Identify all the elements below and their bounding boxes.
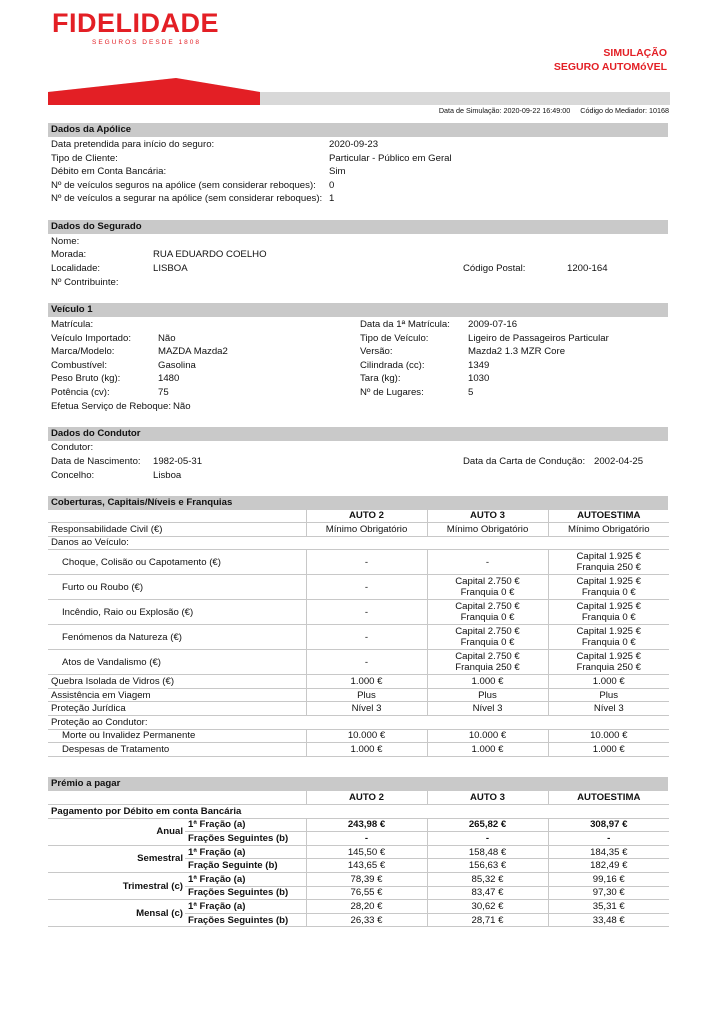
veiculo-label: Cilindrada (cc):	[360, 359, 425, 371]
coverage-row	[48, 550, 669, 575]
premium-period: Anual	[48, 818, 185, 845]
company-logo: FIDELIDADE	[52, 8, 219, 38]
veiculo-label: Versão:	[360, 346, 393, 358]
coverage-value: Plus	[306, 688, 427, 702]
condutor-label: Condutor:	[51, 442, 94, 453]
coverage-label: Fenómenos da Natureza (€)	[48, 625, 306, 650]
coverage-row	[48, 716, 669, 730]
coverage-value: 1.000 €	[548, 743, 669, 757]
premium-fraction-label: Frações Seguintes (b)	[185, 913, 306, 927]
coverage-label: Danos ao Veículo:	[48, 536, 306, 550]
coverage-header-row	[48, 509, 669, 523]
premium-value: 243,98 €	[306, 818, 427, 832]
apolice-label: Nº de veículos a segurar na apólice (sem considerar reboques):	[51, 193, 323, 205]
veiculo-value: 1030	[468, 373, 490, 385]
premium-value: 85,32 €	[427, 873, 548, 887]
coverage-value: Nível 3	[306, 702, 427, 716]
veiculo-label: Matrícula:	[51, 319, 94, 330]
codigo-postal-value: 1200-164	[567, 263, 608, 274]
apolice-label: Débito em Conta Bancária:	[51, 166, 167, 178]
coverage-value: Capital 2.750 € Franquia 0 €	[427, 625, 548, 650]
coverage-row	[48, 702, 669, 716]
contribuinte-label: Nº Contribuinte:	[51, 277, 119, 288]
section-coberturas-title: Coberturas, Capitais/Níveis e Franquias	[48, 496, 668, 510]
veiculo-value: Gasolina	[158, 359, 196, 371]
localidade-label: Localidade:	[51, 263, 101, 274]
carta-label: Data da Carta de Condução:	[463, 456, 586, 467]
veiculo-value: Ligeiro de Passageiros Particular	[468, 332, 609, 344]
coverage-row	[48, 575, 669, 600]
prem-col-auto3: AUTO 3	[427, 791, 548, 805]
coverage-value: -	[306, 650, 427, 675]
coverage-label: Proteção ao Condutor:	[48, 716, 306, 730]
premium-row	[48, 873, 669, 887]
premium-fraction-label: 1ª Fração (a)	[185, 873, 306, 887]
coverage-value: Nível 3	[548, 702, 669, 716]
veiculo-label: Peso Bruto (kg):	[51, 373, 121, 385]
morada-label: Morada:	[51, 249, 87, 260]
premium-value: 97,30 €	[548, 886, 669, 900]
coverage-label: Proteção Jurídica	[48, 702, 306, 716]
coverage-value: 1.000 €	[427, 675, 548, 689]
premium-subtitle-row	[48, 805, 669, 819]
coverage-value: -	[427, 550, 548, 575]
veiculo-label: Tara (kg):	[360, 373, 401, 385]
coverage-label: Quebra Isolada de Vidros (€)	[48, 675, 306, 689]
veiculo-label: Marca/Modelo:	[51, 346, 115, 358]
col-auto2: AUTO 2	[306, 509, 427, 523]
title-line-2: SEGURO AUTOMóVEL	[553, 61, 667, 73]
header-banner	[48, 78, 670, 105]
col-auto3: AUTO 3	[427, 509, 548, 523]
prem-col-autoestima: AUTOESTIMA	[548, 791, 669, 805]
premium-value: -	[548, 832, 669, 846]
nascimento-value: 1982-05-31	[153, 456, 203, 467]
document-title	[554, 46, 667, 74]
coverage-row	[48, 625, 669, 650]
concelho-value: Lisboa	[153, 470, 182, 481]
premium-period: Trimestral (c)	[48, 873, 185, 900]
coverage-row	[48, 523, 669, 537]
premium-value: 99,16 €	[548, 873, 669, 887]
veiculo-value: 5	[468, 387, 474, 398]
premium-value: 145,50 €	[306, 845, 427, 859]
coverage-value: 10.000 €	[427, 729, 548, 743]
veiculo-label: Tipo de Veículo:	[360, 332, 429, 344]
coverage-value: Capital 1.925 € Franquia 0 €	[548, 625, 669, 650]
veiculo-label: Nº de Lugares:	[360, 387, 424, 398]
apolice-value: 2020-09-23	[329, 139, 379, 150]
premium-value: -	[306, 832, 427, 846]
coverage-row	[48, 650, 669, 675]
coverage-label: Atos de Vandalismo (€)	[48, 650, 306, 675]
title-line-1: SIMULAÇÃO	[603, 47, 667, 59]
payment-method: Pagamento por Débito em conta Bancária	[48, 805, 669, 819]
coverage-label: Assistência em Viagem	[48, 688, 306, 702]
premium-row	[48, 845, 669, 859]
codigo-postal-label: Código Postal:	[463, 263, 526, 274]
coverage-row	[48, 536, 669, 550]
premium-fraction-label: Fração Seguinte (b)	[185, 859, 306, 873]
section-condutor-title: Dados do Condutor	[48, 427, 668, 441]
premium-value: 156,63 €	[427, 859, 548, 873]
coverage-value: 1.000 €	[427, 743, 548, 757]
concelho-label: Concelho:	[51, 470, 95, 481]
premium-value: 78,39 €	[306, 873, 427, 887]
coverage-value: 1.000 €	[306, 675, 427, 689]
premium-value: 158,48 €	[427, 845, 548, 859]
coverage-value: Nível 3	[427, 702, 548, 716]
veiculo-value: MAZDA Mazda2	[158, 346, 228, 358]
apolice-label: Tipo de Cliente:	[51, 152, 118, 164]
premium-value: 76,55 €	[306, 886, 427, 900]
apolice-value: Particular - Público em Geral	[329, 152, 452, 164]
premium-value: 28,71 €	[427, 913, 548, 927]
premium-value: 182,49 €	[548, 859, 669, 873]
coverage-value: 1.000 €	[548, 675, 669, 689]
premium-fraction-label: Frações Seguintes (b)	[185, 832, 306, 846]
morada-value: RUA EDUARDO COELHO	[153, 249, 267, 260]
coverage-row	[48, 743, 669, 757]
coverage-label: Incêndio, Raio ou Explosão (€)	[48, 600, 306, 625]
premium-value: -	[427, 832, 548, 846]
section-premio-title: Prémio a pagar	[48, 777, 668, 791]
coverage-empty	[306, 536, 669, 550]
simulation-meta: Data de Simulação: 2020-09-22 16:49:00 Código do Mediador: 10168	[438, 106, 669, 115]
veiculo-value: Não	[158, 332, 176, 344]
col-autoestima: AUTOESTIMA	[548, 509, 669, 523]
coverage-value: 1.000 €	[306, 743, 427, 757]
veiculo-label: Data da 1ª Matrícula:	[360, 319, 450, 330]
veiculo-value: 1480	[158, 373, 180, 385]
premium-value: 308,97 €	[548, 818, 669, 832]
coverage-value: Capital 1.925 € Franquia 250 €	[548, 550, 669, 575]
premium-value: 143,65 €	[306, 859, 427, 873]
coverage-value: 10.000 €	[306, 729, 427, 743]
premium-fraction-label: Frações Seguintes (b)	[185, 886, 306, 900]
coverage-value: Capital 1.925 € Franquia 250 €	[548, 650, 669, 675]
company-tagline: SEGUROS DESDE 1808	[92, 39, 201, 46]
coverage-value: Capital 2.750 € Franquia 0 €	[427, 575, 548, 600]
premium-header-empty	[48, 791, 306, 805]
veiculo-label: Potência (cv):	[51, 387, 110, 398]
apolice-value: 1	[329, 193, 335, 205]
coverage-value: Capital 1.925 € Franquia 0 €	[548, 575, 669, 600]
premium-header-row	[48, 791, 669, 805]
nascimento-label: Data de Nascimento:	[51, 456, 141, 467]
coverage-value: Mínimo Obrigatório	[427, 523, 548, 537]
premium-fraction-label: 1ª Fração (a)	[185, 900, 306, 914]
veiculo-value: 1349	[468, 359, 490, 371]
localidade-value: LISBOA	[153, 263, 188, 274]
premium-table	[48, 791, 669, 927]
premium-value: 26,33 €	[306, 913, 427, 927]
premium-period: Mensal (c)	[48, 900, 185, 927]
coverage-value: Mínimo Obrigatório	[306, 523, 427, 537]
carta-value: 2002-04-25	[594, 456, 644, 467]
coverage-value: -	[306, 550, 427, 575]
premium-row	[48, 818, 669, 832]
coverage-value: -	[306, 575, 427, 600]
coverage-label: Despesas de Tratamento	[48, 743, 306, 757]
coverage-value: Mínimo Obrigatório	[548, 523, 669, 537]
premium-value: 33,48 €	[548, 913, 669, 927]
reboque-value: Não	[173, 401, 191, 412]
coverage-value: -	[306, 600, 427, 625]
section-veiculo-title: Veículo 1	[48, 303, 668, 317]
coverage-header-empty	[48, 509, 306, 523]
coverage-value: -	[306, 625, 427, 650]
premium-value: 184,35 €	[548, 845, 669, 859]
veiculo-value: Mazda2 1.3 MZR Core	[468, 346, 566, 358]
premium-value: 83,47 €	[427, 886, 548, 900]
coverage-row	[48, 729, 669, 743]
section-apolice-title: Dados da Apólice	[48, 123, 668, 137]
coverage-label: Choque, Colisão ou Capotamento (€)	[48, 550, 306, 575]
coverage-label: Furto ou Roubo (€)	[48, 575, 306, 600]
prem-col-auto2: AUTO 2	[306, 791, 427, 805]
coverage-label: Morte ou Invalidez Permanente	[48, 729, 306, 743]
coverage-value: Capital 1.925 € Franquia 0 €	[548, 600, 669, 625]
apolice-label: Data pretendida para início do seguro:	[51, 139, 215, 150]
coverage-empty	[306, 716, 669, 730]
premium-value: 35,31 €	[548, 900, 669, 914]
premium-value: 30,62 €	[427, 900, 548, 914]
premium-period: Semestral	[48, 845, 185, 872]
coverage-table	[48, 509, 669, 757]
apolice-value: 0	[329, 179, 335, 191]
apolice-label: Nº de veículos seguros na apólice (sem considerar reboques):	[51, 179, 316, 191]
premium-fraction-label: 1ª Fração (a)	[185, 818, 306, 832]
coverage-value: Plus	[427, 688, 548, 702]
coverage-row	[48, 600, 669, 625]
coverage-row	[48, 688, 669, 702]
premium-fraction-label: 1ª Fração (a)	[185, 845, 306, 859]
coverage-value: Plus	[548, 688, 669, 702]
coverage-label: Responsabilidade Civil (€)	[48, 523, 306, 537]
coverage-value: Capital 2.750 € Franquia 0 €	[427, 600, 548, 625]
veiculo-label: Combustível:	[51, 359, 107, 371]
coverage-value: 10.000 €	[548, 729, 669, 743]
premium-row	[48, 900, 669, 914]
section-segurado-title: Dados do Segurado	[48, 220, 668, 234]
veiculo-value: 2009-07-16	[468, 319, 518, 330]
reboque-label: Efetua Serviço de Reboque:	[51, 401, 172, 412]
premium-value: 265,82 €	[427, 818, 548, 832]
veiculo-value: 75	[158, 387, 169, 398]
coverage-row	[48, 675, 669, 689]
coverage-value: Capital 2.750 € Franquia 250 €	[427, 650, 548, 675]
veiculo-label: Veículo Importado:	[51, 332, 131, 344]
premium-value: 28,20 €	[306, 900, 427, 914]
apolice-value: Sim	[329, 166, 346, 178]
nome-label: Nome:	[51, 236, 80, 247]
